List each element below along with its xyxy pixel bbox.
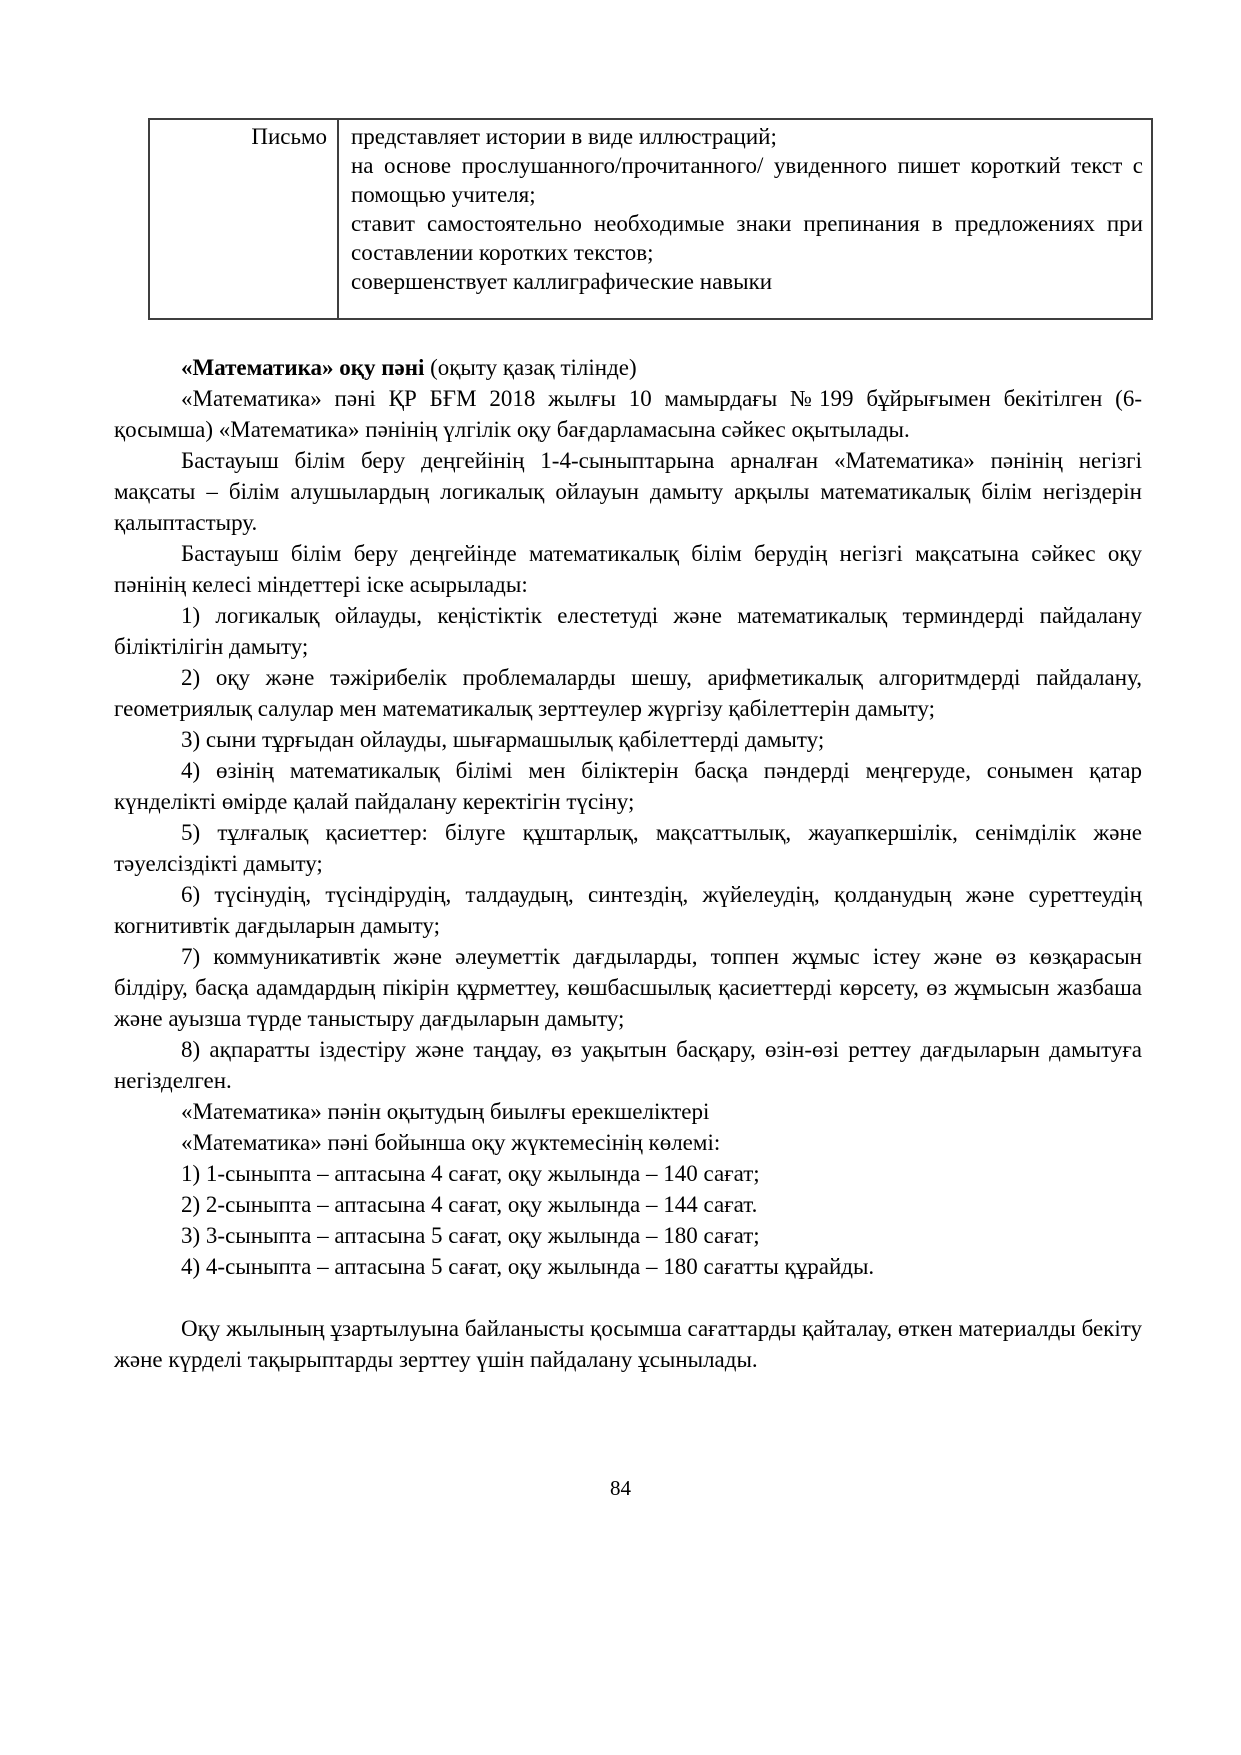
list-item: 3) 3-сыныпта – аптасына 5 сағат, оқу жылында – 180 сағат; [181, 1223, 760, 1248]
definition-item: на основе прослушанного/прочитанного/ увиденного пишет короткий текст с помощью учителя; [351, 153, 1143, 207]
list-item: 2) 2-сыныпта – аптасына 4 сағат, оқу жылында – 144 сағат. [181, 1192, 758, 1217]
paragraph: 3) сыни тұрғыдан ойлауды, шығармашылық қабілеттерді дамыту; [181, 727, 825, 752]
definition-item: совершенствует каллиграфические навыки [351, 269, 773, 294]
paragraph: Бастауыш білім беру деңгейінің 1-4-сыныптарына арналған «Математика» пәнінің негізгі мақсаты – білім алушылардың логикалық ойлауын дамыту арқылы математикалық білім негіздерін қалыптастыру. [114, 448, 1142, 535]
paragraph: 8) ақпаратты іздестіру және таңдау, өз уақытын басқару, өзін-өзі реттеу дағдыларын дамытуға негізделген. [114, 1037, 1142, 1093]
subject-heading-bold: «Математика» оқу пәні [181, 355, 425, 380]
paragraph: 6) түсінудің, түсіндірудің, талдаудың, синтездің, жүйелеудің, қолданудың және суреттеудің когнитивтік дағдыларын дамыту; [114, 882, 1142, 938]
list-item: 1) 1-сыныпта – аптасына 4 сағат, оқу жылында – 140 сағат; [181, 1161, 760, 1186]
body-text [114, 352, 1142, 1375]
paragraph: Бастауыш білім беру деңгейінде математикалық білім берудің негізгі мақсатына сәйкес оқу пәнінің келесі міндеттері іске асырылады: [114, 541, 1142, 597]
paragraph: 7) коммуникативтік және әлеуметтік дағдыларды, топпен жұмыс істеу және өз көзқарасын білдіру, басқа адамдардың пікірін құрметтеу, көшбасшылық қасиеттерді көрсету, өз жұмысын жазбаша және ауызша түрде таныстыру дағдыларын дамыту; [114, 944, 1142, 1031]
definition-cell [338, 119, 1152, 319]
definition-item: ставит самостоятельно необходимые знаки препинания в предложениях при составлении коротких текстов; [351, 211, 1143, 265]
paragraph: 5) тұлғалық қасиеттер: білуге құштарлық, мақсаттылық, жауапкершілік, сенімділік және тәуелсіздікті дамыту; [114, 820, 1142, 876]
paragraph: Оқу жылының ұзартылуына байланысты қосымша сағаттарды қайталау, өткен материалды бекіту және күрделі тақырыптарды зерттеу үшін пайдалану ұсынылады. [114, 1316, 1142, 1372]
paragraph: «Математика» пәні ҚР БҒМ 2018 жылғы 10 мамырдағы №199 бұйрығымен бекітілген (6-қосымша) «Математика» пәнінің үлгілік оқу бағдарламасына сәйкес оқытылады. [114, 386, 1142, 442]
table-row [149, 119, 1152, 319]
subject-heading [114, 352, 1142, 383]
paragraph: 1) логикалық ойлауды, кеңістіктік елестетуді және математикалық терминдерді пайдалану біліктілігін дамыту; [114, 603, 1142, 659]
definition-table [148, 118, 1153, 320]
subject-heading-rest: (оқыту қазақ тілінде) [424, 355, 637, 380]
paragraph: 2) оқу және тәжірибелік проблемаларды шешу, арифметикалық алгоритмдерді пайдалану, геометриялық салулар мен математикалық зерттеулер жүргізу қабілеттерін дамыту; [114, 665, 1142, 721]
term-cell: Письмо [149, 119, 338, 319]
paragraph: «Математика» пәнін оқытудың биылғы ерекшеліктері [181, 1099, 710, 1124]
definition-item: представляет истории в виде иллюстраций; [351, 124, 777, 149]
paragraph: «Математика» пәні бойынша оқу жүктемесінің көлемі: [181, 1130, 721, 1155]
page-number: 84 [610, 1476, 631, 1500]
paragraph: 4) өзінің математикалық білімі мен біліктерін басқа пәндерді меңгеруде, сонымен қатар күнделікті өмірде қалай пайдалану керектігін түсіну; [114, 758, 1142, 814]
list-item: 4) 4-сыныпта – аптасына 5 сағат, оқу жылында – 180 сағатты құрайды. [181, 1254, 875, 1279]
